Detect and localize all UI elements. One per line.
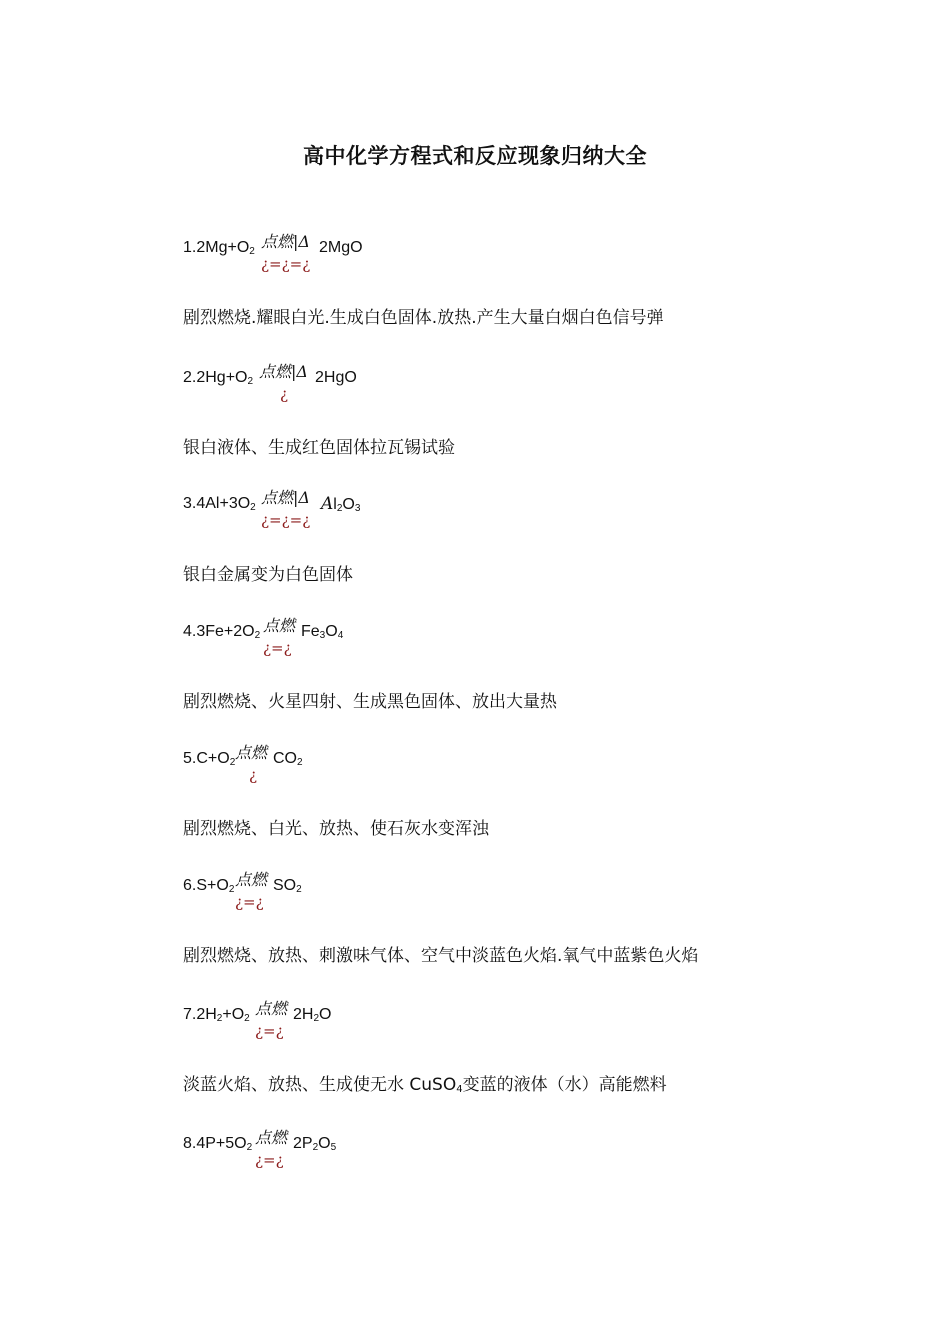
equation-condition: 点燃 [263,616,296,635]
equation-products: $SO_2$ [273,877,302,895]
equation-reactants: $6.S+O_2$ [183,877,235,895]
equation-arrow-glyphs: ¿=¿ [235,893,264,911]
equation-arrow-glyphs: ¿=¿=¿ [261,511,311,529]
document-title: 高中化学方程式和反应现象归纳大全 [303,144,647,168]
equation-products: $2H_2O$ [293,1006,332,1024]
equation-reactants: $8.4P+5O_2$ [183,1135,253,1153]
reaction-phenomenon-2: 银白液体、生成红色固体拉瓦锡试验 [183,438,455,458]
equation-arrow-glyphs: ¿=¿=¿ [261,255,311,273]
reaction-phenomenon-6: 剧烈燃烧、放热、刺激味气体、空气中淡蓝色火焰.氧气中蓝紫色火焰 [183,946,699,966]
equation-products: $Fe_3O_4$ [301,623,344,641]
equation-products: $CO_2$ [273,750,303,768]
equation-arrow-glyphs: ¿ [249,766,258,784]
equation-reactants: $1.2Mg+O_2$ [183,239,255,257]
equation-reactants: $2.2Hg+O_2$ [183,369,254,387]
equation-condition: 点燃|Δ [261,232,310,251]
equation-arrow-glyphs: ¿ [280,385,289,403]
equation-condition: 点燃|Δ [259,362,308,381]
reaction-phenomenon-1: 剧烈燃烧.耀眼白光.生成白色固体.放热.产生大量白烟白色信号弹 [183,308,664,328]
reaction-phenomenon-7: 淡蓝火焰、放热、生成使无水 CuSO$_4$变蓝的液体（水）高能燃料 [183,1075,667,1095]
equation-products: 2MgO [319,239,363,256]
equation-arrow-glyphs: ¿=¿ [255,1022,284,1040]
equation-arrow-glyphs: ¿=¿ [263,639,292,657]
equation-condition: 点燃 [235,743,268,762]
equation-reactants: $3.4Al+3O_2$ [183,495,256,513]
equation-reactants: $4.3Fe+2O_2$ [183,623,261,641]
reaction-phenomenon-4: 剧烈燃烧、火星四射、生成黑色固体、放出大量热 [183,692,557,712]
equation-reactants: $5.C+O_2$ [183,750,236,768]
equation-arrow-glyphs: ¿=¿ [255,1151,284,1169]
reaction-phenomenon-3: 银白金属变为白色固体 [183,565,353,585]
equation-condition: 点燃 [255,1128,288,1147]
equation-products: $Al_2O_3$ [321,494,361,514]
equation-condition: 点燃 [255,999,288,1018]
equation-condition: 点燃|Δ [261,488,310,507]
equation-products: $2P_2O_5$ [293,1135,337,1153]
equation-condition: 点燃 [235,870,268,889]
equation-products: 2HgO [315,369,357,386]
equation-reactants: $7.2H_2+O_2$ [183,1006,250,1024]
reaction-phenomenon-5: 剧烈燃烧、白光、放热、使石灰水变浑浊 [183,819,489,839]
